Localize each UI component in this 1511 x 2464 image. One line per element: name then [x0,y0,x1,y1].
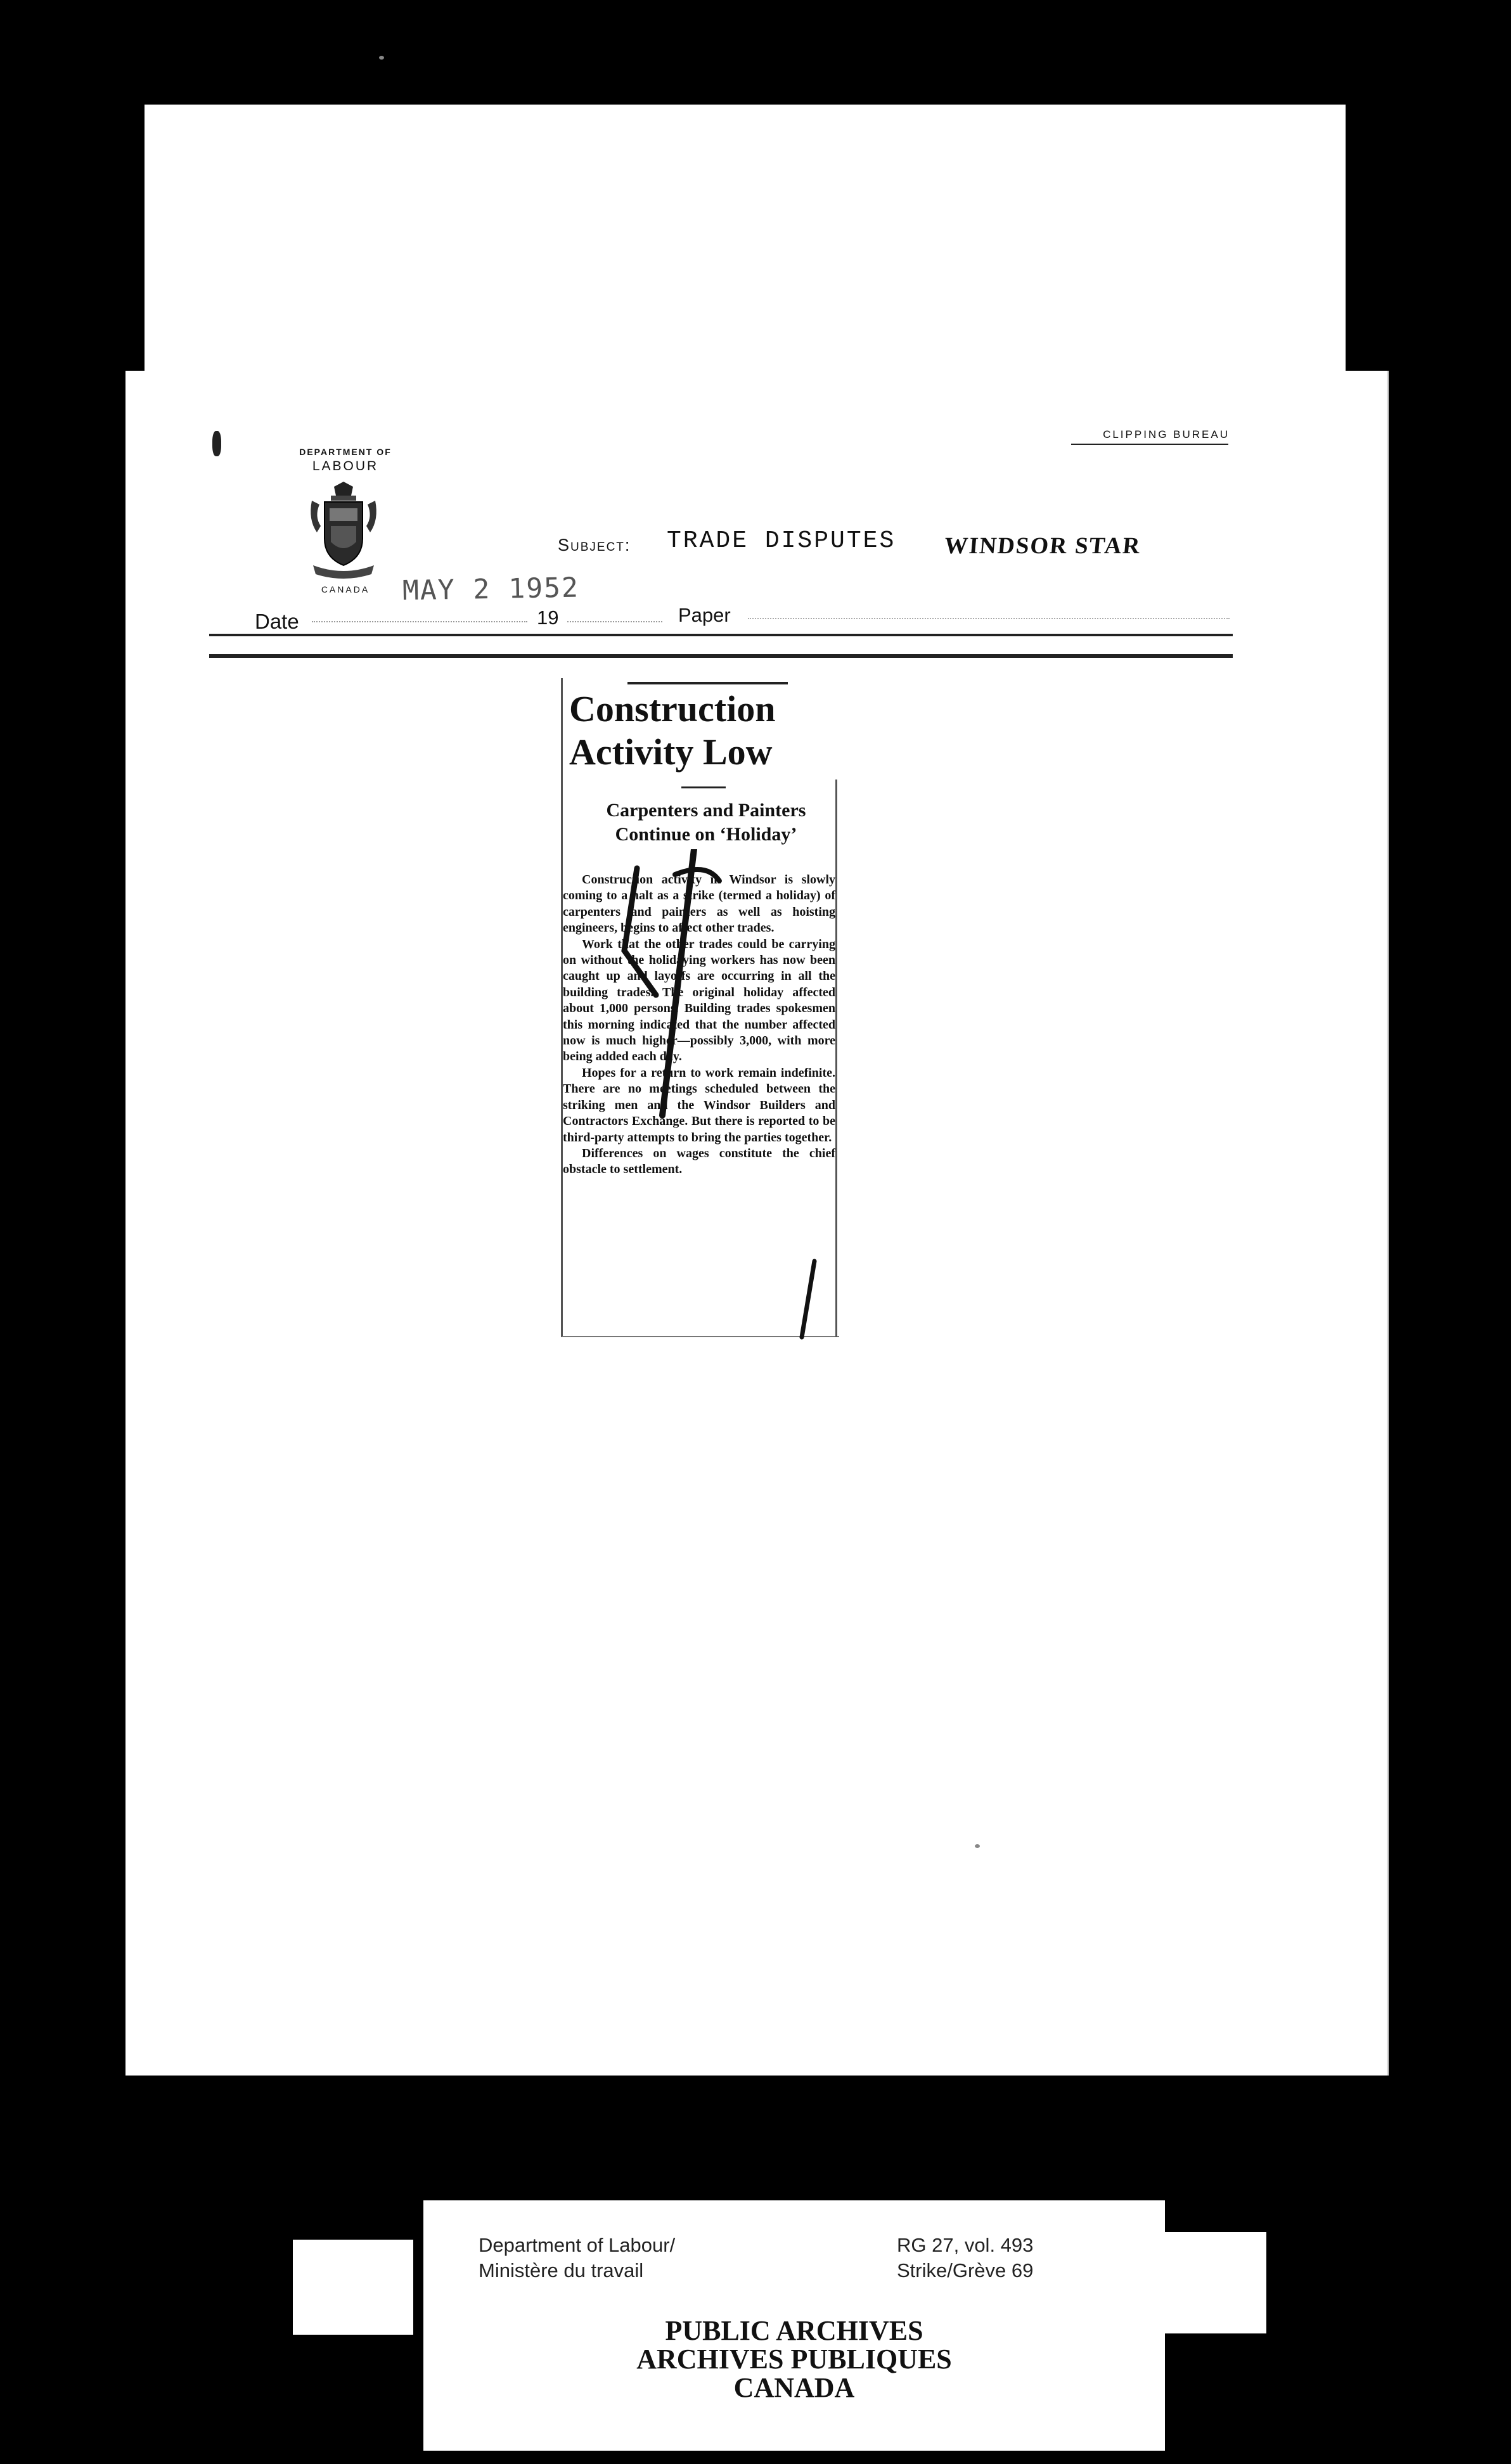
punch-mark [212,431,221,456]
year-prefix: 19 [537,606,559,629]
header-rule [209,634,1233,636]
date-label: Date [255,610,299,633]
label-strike-number: Strike/Grève 69 [897,2259,1034,2281]
label-archives-en: PUBLIC ARCHIVES [665,2315,923,2346]
clipping-right-edge [835,780,837,1337]
clipping-paragraph: Hopes for a return to work remain indefinite. There are no meetings scheduled between the striking men and the Windsor Builders and Contractors Exchange. But there is reported to be third-party attempts to bring the parties together. [563,1065,835,1145]
coat-of-arms-icon [305,482,382,583]
paper-fill-line [748,618,1230,619]
clipping-paragraph: Construction activity in Windsor is slowly coming to a halt as a strike (termed a holiday) of carpenters and painters as well as hoisting engineers, begins to affect other trades. [563,873,835,935]
paper-name-stamp: WINDSOR STAR [943,533,1142,559]
clipping-top-rule [627,682,788,684]
dust-speck [379,56,384,60]
clipping-bureau-label: CLIPPING BUREAU [1103,428,1230,440]
canada-caption: CANADA [321,584,370,594]
label-department-en: Department of Labour/ [479,2234,676,2256]
date-stamp: MAY 2 1952 [402,572,580,607]
label-department-fr: Ministère du travail [479,2259,644,2281]
department-label: DEPARTMENT OF [299,447,392,457]
label-archives-fr: ARCHIVES PUBLIQUES [636,2344,952,2375]
department-name: LABOUR [312,459,379,473]
clipping-bureau-underline [1071,444,1228,445]
subject-label: Subject: [558,536,631,555]
year-fill-line [567,621,662,622]
label-tab-left [293,2240,413,2335]
headline-separator [681,786,726,788]
date-fill-line [312,621,527,622]
clipping-headline: Construction Activity Low [569,688,776,773]
paper-label: Paper [678,604,731,626]
handwritten-mark-icon [599,849,827,1344]
clipping-paragraph: Differences on wages constitute the chief obstacle to settlement. [563,1146,835,1177]
dust-speck [975,1844,980,1848]
label-reference: RG 27, vol. 493 [897,2234,1034,2256]
label-archives-country: CANADA [733,2372,855,2403]
clipping-subheadline: Carpenters and Painters Continue on ‘Holiday’ [606,800,806,845]
label-tab-right [1165,2232,1266,2333]
clipping-paragraph: Work that the other trades could be carrying on without the holidaying workers has now been caught up and layoffs are occurring in all the building trades. The original holiday affected about 1,000 persons. Building trades spokesmen this morning indicated that the number affected now is much higher—possibly 3,000, with more being added each day. [563,937,835,1064]
subject-value: TRADE DISPUTES [667,527,896,555]
header-rule-thick [209,654,1233,658]
